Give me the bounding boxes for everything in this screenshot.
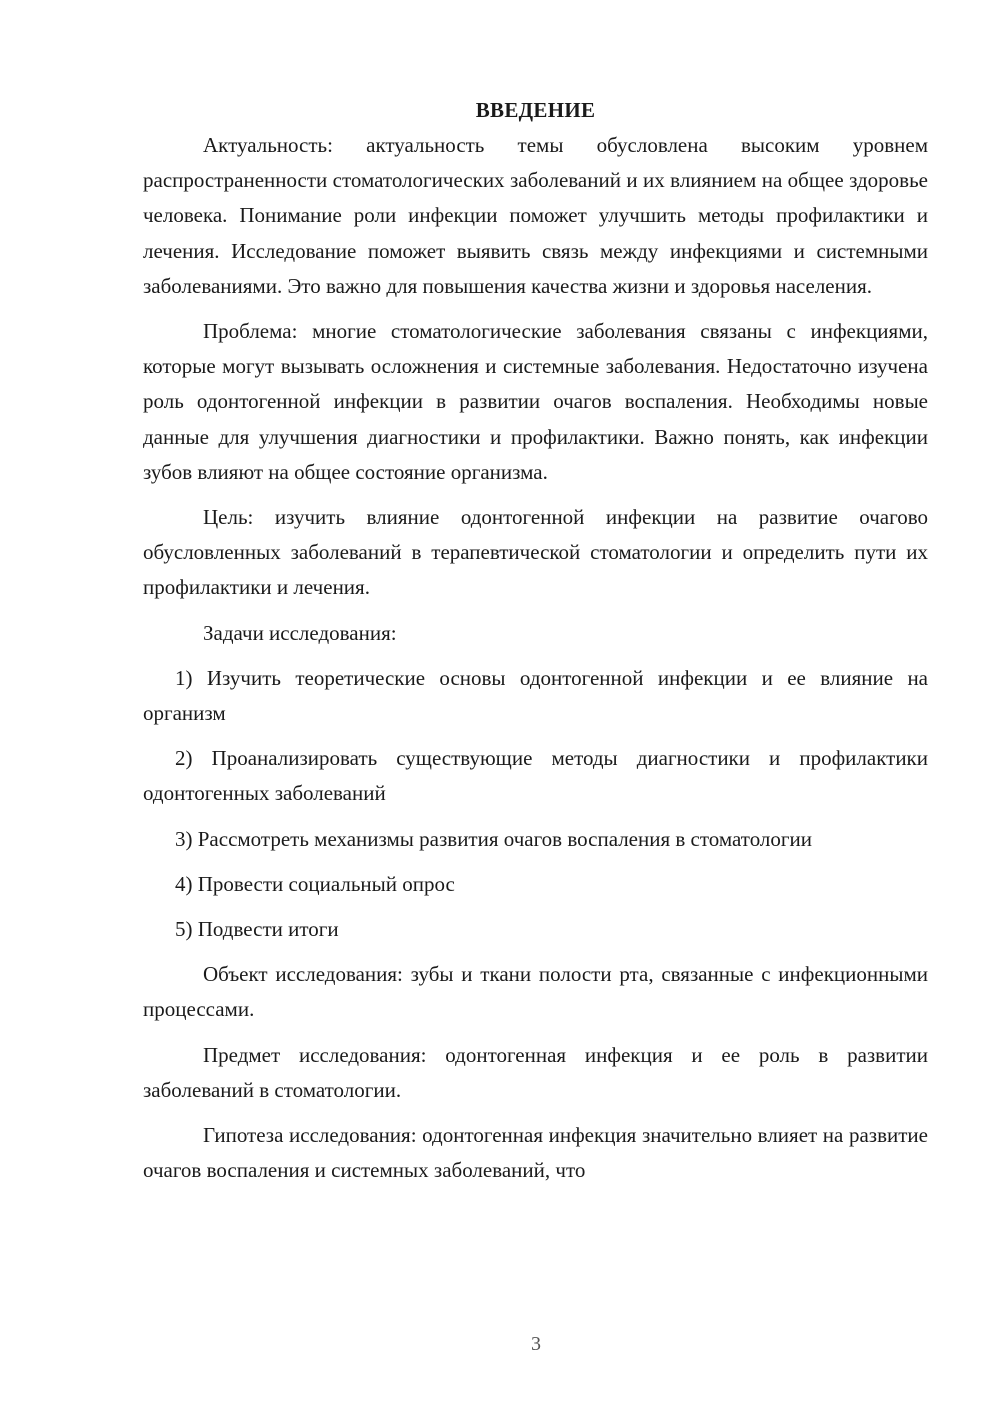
task-item-5: 5) Подвести итоги <box>175 917 339 942</box>
paragraph-hypothesis: Гипотеза исследования: одонтогенная инфекция значительно влияет на развитие очагов воспаления и системных заболеваний, что <box>143 1123 928 1183</box>
task-item-1: 1) Изучить теоретические основы одонтогенной инфекции и ее влияние на организм <box>143 665 928 726</box>
paragraph-subject: Предмет исследования: одонтогенная инфекция и ее роль в развитии заболеваний в стоматологии. <box>143 1042 928 1102</box>
page-number: 3 <box>531 1333 541 1355</box>
task-item-3: 3) Рассмотреть механизмы развития очагов воспаления в стоматологии <box>175 826 812 851</box>
section-title: ВВЕДЕНИЕ <box>475 98 596 122</box>
paragraph-object: Объект исследования: зубы и ткани полости рта, связанные с инфекционными процессами. <box>143 962 928 1022</box>
tasks-heading: Задачи исследования: <box>203 620 397 645</box>
task-item-4: 4) Провести социальный опрос <box>175 871 455 896</box>
document-page <box>143 92 928 1198</box>
paragraph-relevance: Актуальность: актуальность темы обусловлена высоким уровнем распространенности стоматологических заболеваний и их влиянием на общее здоровье человека. Понимание роли инфекции поможет улучшить методы профилактики и лечения. Исследование поможет выявить связь между инфекциями и системными заболеваниями. Это важно для повышения качества жизни и здоровья населения. <box>143 133 928 298</box>
paragraph-goal: Цель: изучить влияние одонтогенной инфекции на развитие очагово обусловленных заболеваний в терапевтической стоматологии и определить пути их профилактики и лечения. <box>143 505 928 600</box>
paragraph-problem: Проблема: многие стоматологические заболевания связаны с инфекциями, которые могут вызывать осложнения и системные заболевания. Недостаточно изучена роль одонтогенной инфекции в развитии очагов воспаления. Необходимы новые данные для улучшения диагностики и профилактики. Важно понять, как инфекции зубов влияют на общее состояние организма. <box>143 319 928 484</box>
task-item-2: 2) Проанализировать существующие методы диагностики и профилактики одонтогенных заболеваний <box>143 746 928 806</box>
